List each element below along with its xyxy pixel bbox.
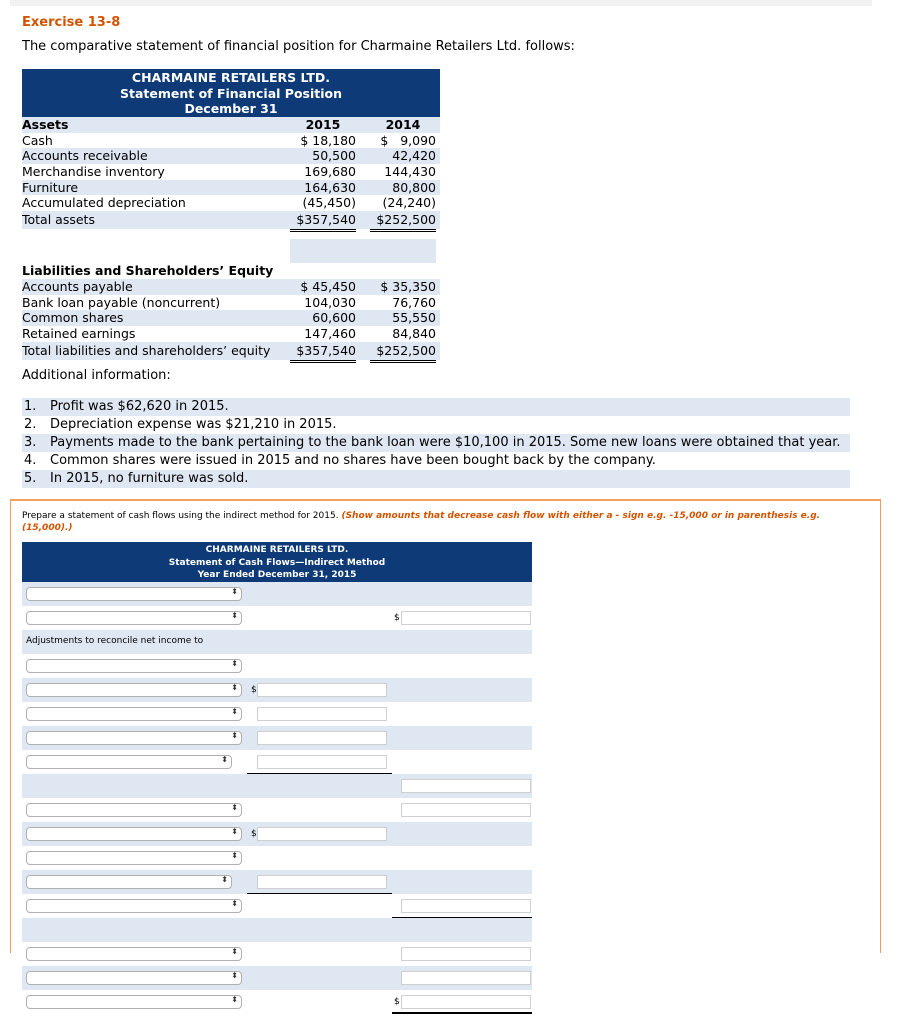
line-item-select[interactable] xyxy=(26,971,242,985)
liab-label: Bank loan payable (noncurrent) xyxy=(22,294,221,310)
select-arrow-icon: ⬍ xyxy=(231,683,238,692)
line-item-select[interactable] xyxy=(26,827,242,841)
assets-header-row xyxy=(22,117,440,133)
assets-heading: Assets xyxy=(22,117,69,132)
select-arrow-icon: ⬍ xyxy=(231,611,238,620)
amount-input[interactable] xyxy=(401,803,531,817)
prompt-text: Prepare a statement of cash flows using the indirect method for 2015. xyxy=(22,511,339,521)
liab-2014: 84,840 xyxy=(370,326,436,343)
dollar-sign: $ xyxy=(394,613,400,623)
cf-row xyxy=(22,606,532,630)
liab-row xyxy=(22,295,440,311)
sfp-date: December 31 xyxy=(184,101,278,116)
select-arrow-icon: ⬍ xyxy=(231,659,238,668)
sfp-company: CHARMAINE RETAILERS LTD. xyxy=(131,70,331,85)
asset-2015: (45,450) xyxy=(290,195,356,212)
asset-row xyxy=(22,195,440,211)
asset-2014: 80,800 xyxy=(392,179,436,195)
cf-header xyxy=(22,542,532,582)
liab-2015: $ 45,450 xyxy=(300,278,356,294)
select-arrow-icon: ⬍ xyxy=(231,803,238,812)
asset-label: Accumulated depreciation xyxy=(22,195,186,211)
asset-label: Cash xyxy=(22,132,53,148)
select-arrow-icon: ⬍ xyxy=(231,851,238,860)
dollar-sign: $ xyxy=(251,829,257,839)
info-num: 2. xyxy=(24,417,37,432)
year-2014-header: 2014 xyxy=(385,117,421,132)
total-cash-input[interactable] xyxy=(401,995,531,1009)
amount-input[interactable] xyxy=(401,971,531,985)
liab-heading: Liabilities and Shareholders’ Equity xyxy=(22,263,274,279)
amount-input[interactable] xyxy=(401,611,531,625)
amount-input[interactable] xyxy=(257,707,387,721)
asset-2015: 50,500 xyxy=(312,148,356,164)
amount-input[interactable] xyxy=(401,779,531,793)
liab-2014: $ 35,350 xyxy=(380,278,436,294)
cf-statement-title: Statement of Cash Flows—Indirect Method xyxy=(168,557,386,568)
cf-row xyxy=(22,870,532,894)
select-arrow-icon: ⬍ xyxy=(231,827,238,836)
info-num: 3. xyxy=(24,435,37,450)
amount-input[interactable] xyxy=(257,731,387,745)
select-arrow-icon: ⬍ xyxy=(231,731,238,740)
cf-row xyxy=(22,774,532,798)
liab-2015: 60,600 xyxy=(312,310,356,326)
liab-row xyxy=(22,310,440,326)
total-assets-label: Total assets xyxy=(22,212,95,228)
info-item xyxy=(22,470,850,488)
liab-2015: 104,030 xyxy=(304,294,356,310)
select-arrow-icon: ⬍ xyxy=(221,755,228,764)
spacer-row xyxy=(22,229,440,239)
cash-flow-form xyxy=(22,542,532,1014)
asset-2015: 169,680 xyxy=(304,164,356,180)
additional-info-list xyxy=(22,398,850,488)
sfp-statement-title: Statement of Financial Position xyxy=(119,85,342,101)
line-item-select[interactable] xyxy=(26,683,242,697)
info-text: In 2015, no furniture was sold. xyxy=(50,471,249,486)
prompt-instruction: (Show amounts that decrease cash flow with either a - sign e.g. -15,000 or in parenthesis e.g. (15,000).) xyxy=(22,511,821,533)
year-2015-header: 2015 xyxy=(305,117,341,132)
asset-2015: $ 18,180 xyxy=(300,132,356,148)
exercise-title: Exercise 13-8 xyxy=(22,15,121,30)
asset-label: Furniture xyxy=(22,179,79,195)
liab-label: Accounts payable xyxy=(22,278,133,294)
cf-row xyxy=(22,702,532,726)
line-item-select[interactable] xyxy=(26,731,242,745)
total-liab-2015: $357,540 xyxy=(290,342,356,363)
line-item-select[interactable] xyxy=(26,995,242,1009)
select-arrow-icon: ⬍ xyxy=(231,707,238,716)
dollar-sign: $ xyxy=(394,997,400,1007)
spacer-row xyxy=(22,239,440,263)
select-arrow-icon: ⬍ xyxy=(231,947,238,956)
asset-2014: 42,420 xyxy=(392,148,436,164)
total-liab-label: Total liabilities and shareholders’ equity xyxy=(22,342,271,358)
line-item-select[interactable] xyxy=(26,899,242,913)
cf-row xyxy=(22,942,532,966)
total-assets-2014: $252,500 xyxy=(370,211,436,232)
cf-period: Year Ended December 31, 2015 xyxy=(197,570,357,580)
cf-row xyxy=(22,990,532,1014)
liab-2014: 76,760 xyxy=(392,294,436,310)
cf-row xyxy=(22,798,532,822)
info-item xyxy=(22,434,850,452)
exercise-intro: The comparative statement of financial position for Charmaine Retailers Ltd. follows: xyxy=(22,39,575,54)
amount-input[interactable] xyxy=(401,947,531,961)
info-num: 1. xyxy=(24,399,37,414)
cf-row xyxy=(22,846,532,870)
line-item-select[interactable] xyxy=(26,875,232,889)
cf-row xyxy=(22,750,532,774)
adjustments-label: Adjustments to reconcile net income to xyxy=(26,636,204,646)
line-item-select[interactable] xyxy=(26,755,232,769)
liab-row xyxy=(22,326,440,342)
dollar-sign: $ xyxy=(251,685,257,695)
asset-label: Merchandise inventory xyxy=(22,164,165,180)
line-item-select[interactable] xyxy=(26,803,242,817)
amount-input[interactable] xyxy=(257,683,387,697)
cf-row xyxy=(22,822,532,846)
cf-company: CHARMAINE RETAILERS LTD. xyxy=(205,545,349,555)
info-text: Profit was $62,620 in 2015. xyxy=(50,399,229,414)
asset-row xyxy=(22,164,440,180)
top-bar xyxy=(10,0,872,6)
amount-input[interactable] xyxy=(257,875,387,889)
asset-label: Accounts receivable xyxy=(22,148,148,164)
total-assets-row xyxy=(22,211,440,229)
cf-row xyxy=(22,678,532,702)
select-arrow-icon: ⬍ xyxy=(231,899,238,908)
amount-input[interactable] xyxy=(401,899,531,913)
cf-row xyxy=(22,630,532,654)
cf-row xyxy=(22,894,532,918)
total-liab-row xyxy=(22,342,440,360)
asset-2014: (24,240) xyxy=(370,195,436,212)
cf-row xyxy=(22,918,532,942)
line-item-select[interactable] xyxy=(26,947,242,961)
cf-row xyxy=(22,582,532,606)
asset-2014: 144,430 xyxy=(384,164,436,180)
sfp-header xyxy=(22,69,440,117)
select-arrow-icon: ⬍ xyxy=(231,971,238,980)
liab-label: Retained earnings xyxy=(22,325,136,341)
amount-input[interactable] xyxy=(257,827,387,841)
line-item-select[interactable] xyxy=(26,659,242,673)
select-arrow-icon: ⬍ xyxy=(221,875,228,884)
sfp-body xyxy=(22,117,440,360)
line-item-select[interactable] xyxy=(26,707,242,721)
additional-info-heading: Additional information: xyxy=(22,368,171,383)
asset-row xyxy=(22,180,440,196)
asset-row xyxy=(22,148,440,164)
liab-2014: 55,550 xyxy=(392,310,436,326)
asset-2014: $ 9,090 xyxy=(380,132,436,148)
asset-2015: 164,630 xyxy=(304,179,356,195)
liab-row xyxy=(22,279,440,295)
info-item xyxy=(22,452,850,470)
liab-2015: 147,460 xyxy=(290,326,356,343)
info-text: Payments made to the bank pertaining to the bank loan were $10,100 in 2015. Some new loans were obtained that year. xyxy=(50,435,841,450)
select-arrow-icon: ⬍ xyxy=(231,587,238,596)
info-num: 5. xyxy=(24,471,37,486)
line-item-select[interactable] xyxy=(26,851,242,865)
info-item xyxy=(22,398,850,416)
liab-label: Common shares xyxy=(22,310,124,326)
asset-row xyxy=(22,133,440,149)
select-arrow-icon: ⬍ xyxy=(231,995,238,1004)
question-prompt xyxy=(22,510,872,534)
cf-row xyxy=(22,966,532,990)
info-text: Common shares were issued in 2015 and no shares have been bought back by the company. xyxy=(50,453,656,468)
info-num: 4. xyxy=(24,453,37,468)
total-double-underline xyxy=(392,1012,532,1014)
financial-position-table xyxy=(22,69,440,360)
total-assets-2015: $357,540 xyxy=(290,211,356,232)
info-text: Depreciation expense was $21,210 in 2015. xyxy=(50,417,337,432)
cf-row xyxy=(22,654,532,678)
liab-header-row xyxy=(22,263,440,279)
line-item-select[interactable] xyxy=(26,611,242,625)
amount-input[interactable] xyxy=(257,755,387,769)
line-item-select[interactable] xyxy=(26,587,242,601)
total-liab-2014: $252,500 xyxy=(370,342,436,363)
cf-row xyxy=(22,726,532,750)
info-item xyxy=(22,416,850,434)
